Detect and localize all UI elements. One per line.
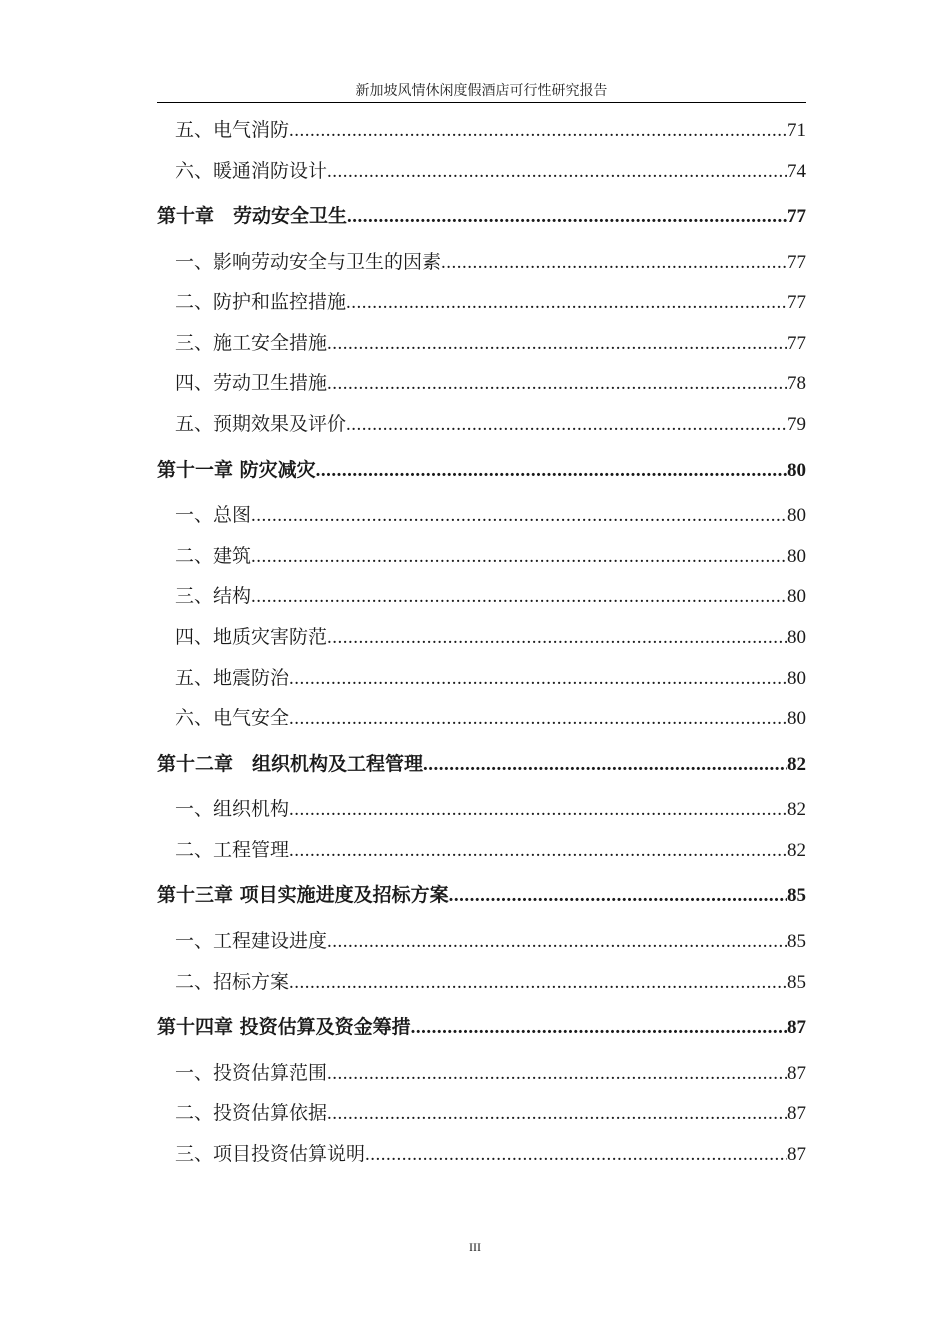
toc-section-entry[interactable]	[157, 323, 806, 364]
toc-entry-title: 三、结构	[175, 585, 252, 608]
toc-section-entry[interactable]	[157, 830, 806, 871]
dot-leader	[365, 1135, 787, 1176]
toc-entry-page: 77	[787, 251, 806, 273]
page-number: III	[469, 1240, 481, 1254]
dot-leader	[289, 659, 787, 700]
toc-entry-title: 六、暖通消防设计	[175, 159, 328, 182]
toc-entry-title: 第十二章 组织机构及工程管理	[157, 752, 424, 775]
toc-entry-page: 80	[787, 545, 806, 567]
toc-entry-page: 77	[787, 206, 806, 228]
toc-entry-page: 80	[787, 505, 806, 527]
toc-entry-page: 80	[787, 626, 806, 648]
dot-leader	[289, 831, 787, 872]
dot-leader	[347, 192, 787, 243]
dot-leader	[289, 790, 787, 831]
toc-entry-page: 74	[787, 160, 806, 182]
running-header	[157, 80, 806, 103]
toc-entry-title: 一、投资估算范围	[175, 1061, 328, 1084]
toc-section-entry[interactable]	[157, 363, 806, 404]
toc-entry-title: 五、预期效果及评价	[175, 413, 347, 436]
toc-entry-title: 二、招标方案	[175, 970, 290, 993]
toc-entry-title: 四、地质灾害防范	[175, 625, 328, 648]
toc-entry-page: 87	[787, 1143, 806, 1165]
dot-leader	[449, 871, 787, 922]
toc-entry-page: 80	[787, 586, 806, 608]
dot-leader	[327, 922, 787, 963]
toc-entry-page: 85	[787, 885, 806, 907]
toc-section-entry[interactable]	[157, 1134, 806, 1175]
toc-entry-title: 三、项目投资估算说明	[175, 1142, 366, 1165]
dot-leader	[289, 111, 787, 152]
toc-entry-page: 82	[787, 799, 806, 821]
toc-entry-title: 第十三章 项目实施进度及招标方案	[157, 884, 449, 907]
toc-entry-page: 87	[787, 1017, 806, 1039]
dot-leader	[423, 740, 787, 791]
toc-entry-page: 78	[787, 373, 806, 395]
toc-section-entry[interactable]	[157, 576, 806, 617]
dot-leader	[327, 618, 787, 659]
toc-chapter-entry[interactable]	[157, 870, 806, 921]
toc-entry-title: 四、劳动卫生措施	[175, 372, 328, 395]
toc-section-entry[interactable]	[157, 658, 806, 699]
dot-leader	[289, 699, 787, 740]
dot-leader	[327, 1094, 787, 1135]
dot-leader	[316, 446, 787, 497]
toc-section-entry[interactable]	[157, 962, 806, 1003]
toc-entry-page: 87	[787, 1103, 806, 1125]
dot-leader	[327, 1054, 787, 1095]
toc-entry-title: 二、工程管理	[175, 838, 290, 861]
toc-chapter-entry[interactable]	[157, 191, 806, 242]
toc-entry-title: 第十章 劳动安全卫生	[157, 205, 348, 228]
toc-entry-title: 二、防护和监控措施	[175, 291, 347, 314]
dot-leader	[251, 537, 787, 578]
toc-entry-page: 80	[787, 667, 806, 689]
toc-entry-title: 六、电气安全	[175, 707, 290, 730]
dot-leader	[411, 1003, 787, 1054]
toc-entry-title: 三、施工安全措施	[175, 331, 328, 354]
dot-leader	[289, 963, 787, 1004]
toc-entry-title: 一、影响劳动安全与卫生的因素	[175, 250, 442, 273]
toc-section-entry[interactable]	[157, 1053, 806, 1094]
page-footer	[0, 1240, 950, 1255]
toc-entry-title: 五、电气消防	[175, 119, 290, 141]
toc-chapter-entry[interactable]	[157, 739, 806, 790]
header-title: 新加坡风情休闲度假酒店可行性研究报告	[355, 83, 608, 99]
toc-section-entry[interactable]	[157, 1093, 806, 1134]
toc-section-entry[interactable]	[157, 921, 806, 962]
toc-section-entry[interactable]	[157, 404, 806, 445]
toc-entry-title: 二、建筑	[175, 544, 252, 567]
dot-leader	[327, 324, 787, 365]
toc-entry-page: 85	[787, 971, 806, 993]
toc-entry-title: 二、投资估算依据	[175, 1102, 328, 1125]
toc-section-entry[interactable]	[157, 536, 806, 577]
toc-chapter-entry[interactable]	[157, 1002, 806, 1053]
toc-entry-title: 第十四章 投资估算及资金筹措	[157, 1016, 411, 1039]
toc-section-entry[interactable]	[157, 151, 806, 192]
toc-entry-page: 80	[787, 459, 806, 481]
toc-chapter-entry[interactable]	[157, 445, 806, 496]
dot-leader	[441, 243, 787, 284]
toc-section-entry[interactable]	[157, 698, 806, 739]
dot-leader	[251, 496, 787, 537]
toc-entry-page: 82	[787, 839, 806, 861]
toc-section-entry[interactable]	[157, 495, 806, 536]
toc-section-entry[interactable]	[157, 617, 806, 658]
toc-section-entry[interactable]	[157, 242, 806, 283]
toc-entry-title: 一、工程建设进度	[175, 929, 328, 952]
toc-entry-title: 一、总图	[175, 504, 252, 527]
toc-entry-page: 80	[787, 708, 806, 730]
toc-entry-page: 71	[787, 120, 806, 141]
toc-entry-page: 79	[787, 414, 806, 436]
toc-entry-page: 82	[787, 753, 806, 775]
dot-leader	[327, 364, 787, 405]
toc-section-entry[interactable]	[157, 110, 806, 151]
toc-entry-page: 77	[787, 332, 806, 354]
dot-leader	[251, 577, 787, 618]
toc-entry-title: 第十一章 防灾减灾	[157, 458, 316, 481]
toc-entry-title: 一、组织机构	[175, 798, 290, 821]
dot-leader	[346, 405, 787, 446]
toc-section-entry[interactable]	[157, 282, 806, 323]
toc-section-entry[interactable]	[157, 789, 806, 830]
toc-entry-page: 77	[787, 292, 806, 314]
dot-leader	[327, 152, 787, 193]
toc-entry-title: 五、地震防治	[175, 666, 290, 689]
toc-entry-page: 85	[787, 930, 806, 952]
dot-leader	[346, 283, 787, 324]
table-of-contents	[157, 110, 806, 1174]
toc-entry-page: 87	[787, 1062, 806, 1084]
